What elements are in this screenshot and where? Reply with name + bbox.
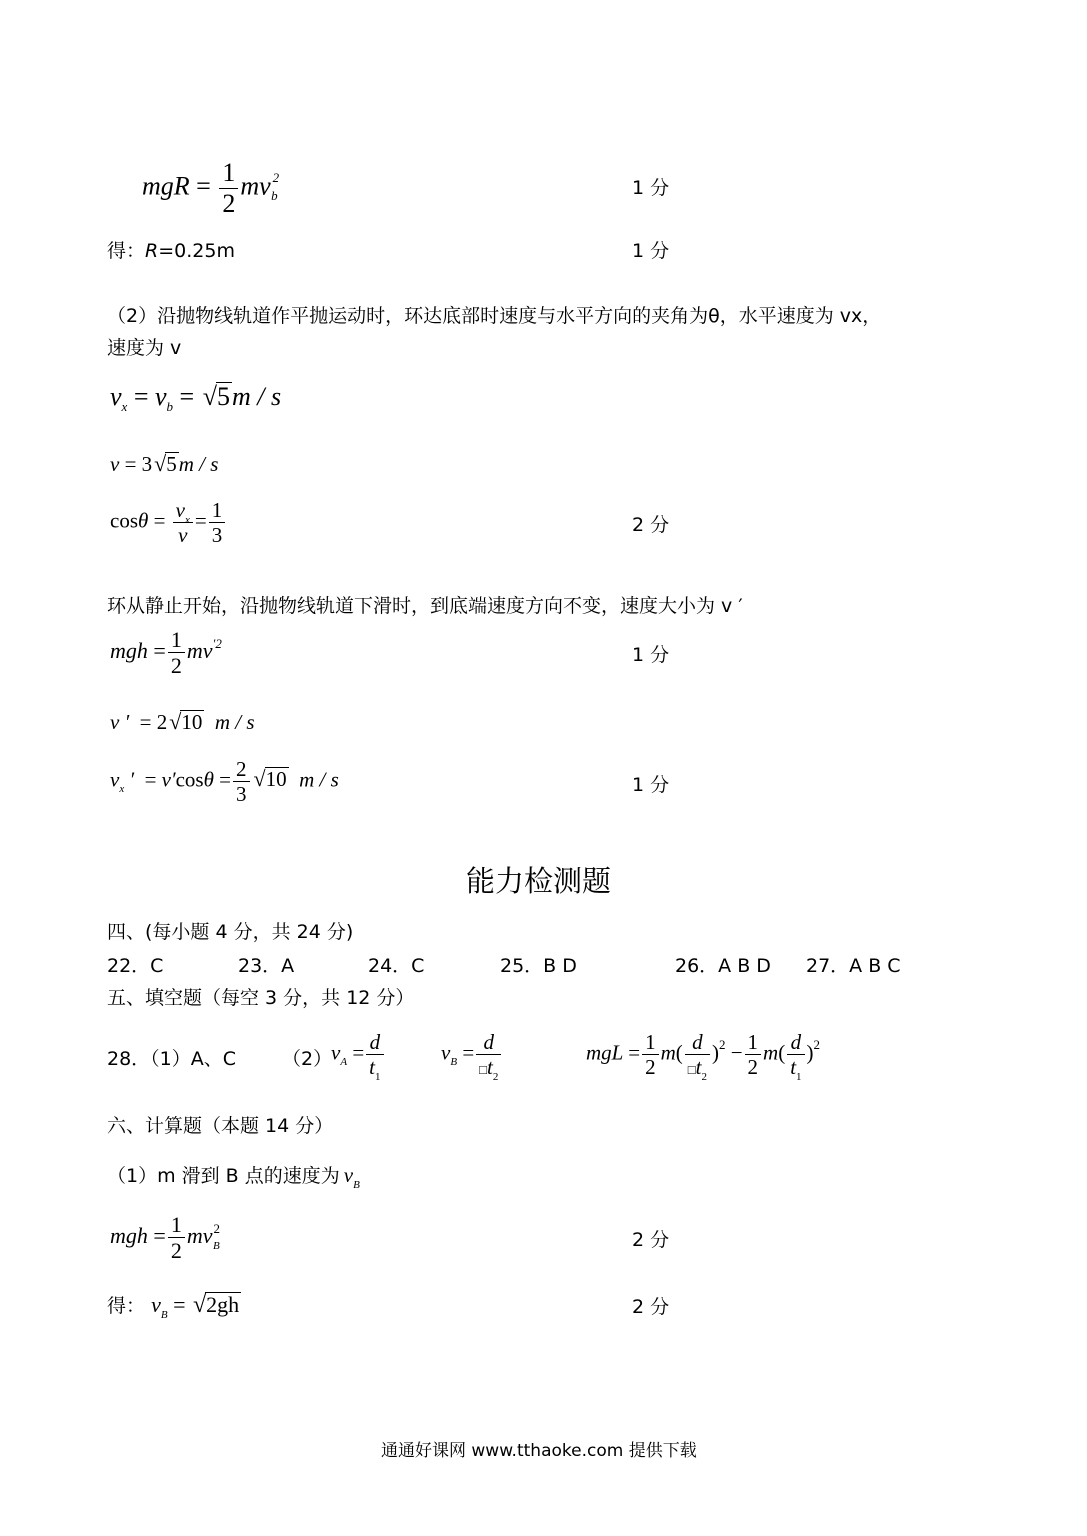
- paragraph-line: 环从静止开始，沿抛物线轨道下滑时，到底端速度方向不变，速度大小为 v ′: [107, 595, 743, 617]
- footer-text: 通通好课网 www.tthaoke.com 提供下载: [381, 1441, 697, 1461]
- answer-item: 23．A: [238, 955, 295, 977]
- paragraph-line: （1）m 滑到 B 点的速度为 $v_B$: [107, 1163, 360, 1191]
- section-title: 能力检测题: [466, 864, 612, 898]
- answer-item: 25．B D: [500, 955, 577, 977]
- equation-vx: $v_x = v_b = √5m / s$: [110, 382, 282, 414]
- equation-mgh: mgh = $\frac{1}{2}$ $mv^{'2}$: [110, 627, 222, 679]
- equation-vx-prime: $v_x$ ′ = v′cosθ = $\frac{2}{3}$ √10 m / s: [110, 757, 339, 807]
- section-header: 四、(每小题 4 分，共 24 分): [107, 921, 354, 943]
- score-label: 1 分: [632, 774, 670, 796]
- result-line: 得：R=0.25m: [107, 240, 235, 262]
- score-label: 2 分: [632, 1296, 670, 1318]
- equation-v: v = 3√5m / s: [110, 451, 219, 476]
- answer-item: 27．A B C: [806, 955, 901, 977]
- equation-v-prime: v ′ = 2√10 m / s: [110, 709, 255, 734]
- paragraph-line: 速度为 v: [107, 337, 182, 359]
- q28-prefix: 28．（1）A、C: [107, 1048, 237, 1070]
- q28-part2: （2）: [282, 1048, 333, 1070]
- score-label: 1 分: [632, 240, 670, 262]
- equation-mgL: mgL = $\frac{1}{2}$ m( $\frac{d}{□t_2}$ )$^2$ − $\frac{1}{2}$ m( $\frac{d}{t_1}$ )$^2$: [586, 1030, 821, 1084]
- paragraph-line: （2）沿抛物线轨道作平抛运动时，环达底部时速度与水平方向的夹角为θ，水平速度为 vx，: [107, 305, 882, 327]
- result-line: 得： $v_B = √2gh$: [107, 1292, 240, 1321]
- answer-item: 24．C: [368, 955, 425, 977]
- score-label: 1 分: [632, 177, 670, 199]
- score-label: 2 分: [632, 514, 670, 536]
- section-header: 五、填空题（每空 3 分，共 12 分）: [107, 987, 415, 1009]
- score-label: 2 分: [632, 1229, 670, 1251]
- section-header: 六、计算题（本题 14 分）: [107, 1115, 334, 1137]
- equation-vB: $v_B$ = $\frac{d}{□t_2}$: [441, 1030, 503, 1079]
- answer-item: 22．C: [107, 955, 164, 977]
- equation-mgh-B: mgh = $\frac{1}{2}$ $mv^2_B$: [110, 1212, 220, 1264]
- score-label: 1 分: [632, 644, 670, 666]
- equation-vA: $v_A$ = $\frac{d}{t_1}$: [331, 1030, 386, 1079]
- equation-cos: cosθ = $\frac{v_x}{v}$ = $\frac{1}{3}$: [110, 498, 227, 547]
- equation-mgR: mgR = $\frac{1}{2}$ mv $^2_b$: [142, 158, 280, 218]
- answer-item: 26．A B D: [675, 955, 771, 977]
